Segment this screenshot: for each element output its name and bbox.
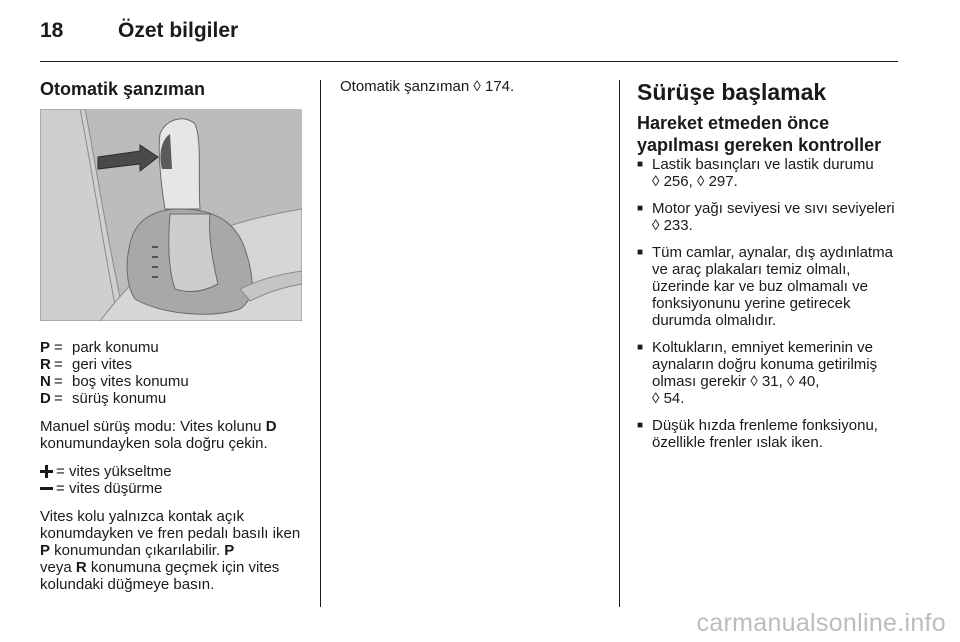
gear-selector-heading: Otomatik şanzıman	[40, 79, 206, 99]
note-key-reverse: R	[75, 559, 87, 576]
reference-page[interactable]: 174.	[484, 78, 515, 95]
page-ref[interactable]: 40,	[798, 373, 820, 390]
page-ref[interactable]: 256,	[663, 173, 693, 190]
legend-row-park	[40, 339, 308, 356]
legend-row-drive	[40, 390, 308, 407]
manual-key: D	[265, 418, 277, 435]
page-ref-icon: ◊	[787, 373, 795, 390]
note-text: konumundan çıkarılabilir.	[50, 542, 225, 559]
downshift-row	[40, 480, 308, 497]
manual-mode-paragraph	[40, 418, 308, 452]
note-key-park: P	[40, 542, 51, 559]
page-ref[interactable]: 31,	[761, 373, 783, 390]
page-ref-icon: ◊	[652, 390, 660, 407]
legend-key: P	[40, 339, 51, 356]
legend-row-neutral	[40, 373, 308, 390]
subtitle-line: Hareket etmeden önce	[637, 113, 830, 133]
column-gear-selector	[40, 78, 308, 593]
legend-equals: =	[54, 356, 63, 373]
legend-row-reverse	[40, 356, 308, 373]
subtitle-line: yapılması gereken kontroller	[637, 135, 882, 155]
upshift-text: vites yükseltme	[69, 463, 172, 480]
column-reference	[340, 78, 610, 95]
item-text: Koltukların, emniyet kemerinin ve aynaların doğru konuma getirilmiş olması gerekir	[652, 339, 878, 390]
legend-key: D	[40, 390, 51, 407]
manual-text-cont: konumundayken sola doğru çekin.	[40, 435, 268, 452]
column-rule-left	[320, 80, 321, 607]
checklist-item	[637, 156, 897, 190]
downshift-equals: =	[56, 480, 65, 497]
checklist-item	[637, 244, 897, 329]
page-ref-icon: ◊	[473, 78, 481, 95]
item-text: Düşük hızda frenleme fonksiyonu, özellikle frenler ıslak iken.	[652, 417, 878, 451]
watermark: carmanualsonline.info	[696, 609, 946, 637]
plus-icon	[40, 465, 56, 478]
gear-lever-illustration	[40, 109, 302, 321]
page-ref-icon: ◊	[652, 173, 660, 190]
downshift-text: vites düşürme	[69, 480, 163, 497]
note-text: veya	[40, 559, 76, 576]
legend-equals: =	[54, 339, 63, 356]
page-ref[interactable]: 297.	[708, 173, 738, 190]
reference-text: Otomatik şanzıman	[340, 78, 470, 95]
page-ref-icon: ◊	[652, 217, 660, 234]
legend-text: boş vites konumu	[72, 373, 189, 390]
page-ref[interactable]: 233.	[663, 217, 693, 234]
note-key-park: P	[224, 542, 235, 559]
manual-text: Manuel sürüş modu: Vites kolunu	[40, 418, 266, 435]
page-ref-icon: ◊	[696, 173, 705, 190]
checklist-item	[637, 200, 897, 234]
note-text: Vites kolu yalnızca kontak açık konumdayken ve fren pedalı basılı iken	[40, 508, 301, 542]
shift-symbols	[40, 463, 308, 497]
checklist-item	[637, 339, 897, 407]
item-text: Tüm camlar, aynalar, dış aydınlatma ve araç plakaları temiz olmalı, üzerinde kar ve buz olmamalı ve fonksiyonunu yerine getirecek durumda olmalıdır.	[652, 244, 893, 329]
legend-text: park konumu	[72, 339, 159, 356]
legend-key: N	[40, 373, 51, 390]
column-rule-right	[619, 80, 620, 607]
minus-icon	[40, 482, 56, 495]
page-ref-icon: ◊	[750, 373, 758, 390]
start-driving-title: Sürüşe başlamak	[637, 79, 827, 105]
upshift-equals: =	[56, 463, 65, 480]
section-title: Özet bilgiler	[118, 19, 239, 42]
legend-equals: =	[54, 373, 63, 390]
legend-text: geri vites	[72, 356, 133, 373]
item-text: Lastik basınçları ve lastik durumu	[652, 156, 874, 173]
header-rule	[40, 61, 898, 62]
column-start-driving	[637, 78, 897, 461]
pre-drive-subtitle	[637, 112, 897, 156]
note-text: konumuna geçmek için vites kolundaki düğmeye basın.	[40, 559, 280, 593]
page-ref[interactable]: 54.	[663, 390, 685, 407]
legend-text: sürüş konumu	[72, 390, 167, 407]
legend-key: R	[40, 356, 51, 373]
legend-equals: =	[54, 390, 63, 407]
selector-note-paragraph	[40, 508, 308, 593]
item-text: Motor yağı seviyesi ve sıvı seviyeleri	[652, 200, 895, 217]
gear-legend	[40, 339, 308, 407]
upshift-row	[40, 463, 308, 480]
checklist-item	[637, 417, 897, 451]
page-number: 18	[40, 19, 64, 42]
checklist	[637, 156, 897, 451]
